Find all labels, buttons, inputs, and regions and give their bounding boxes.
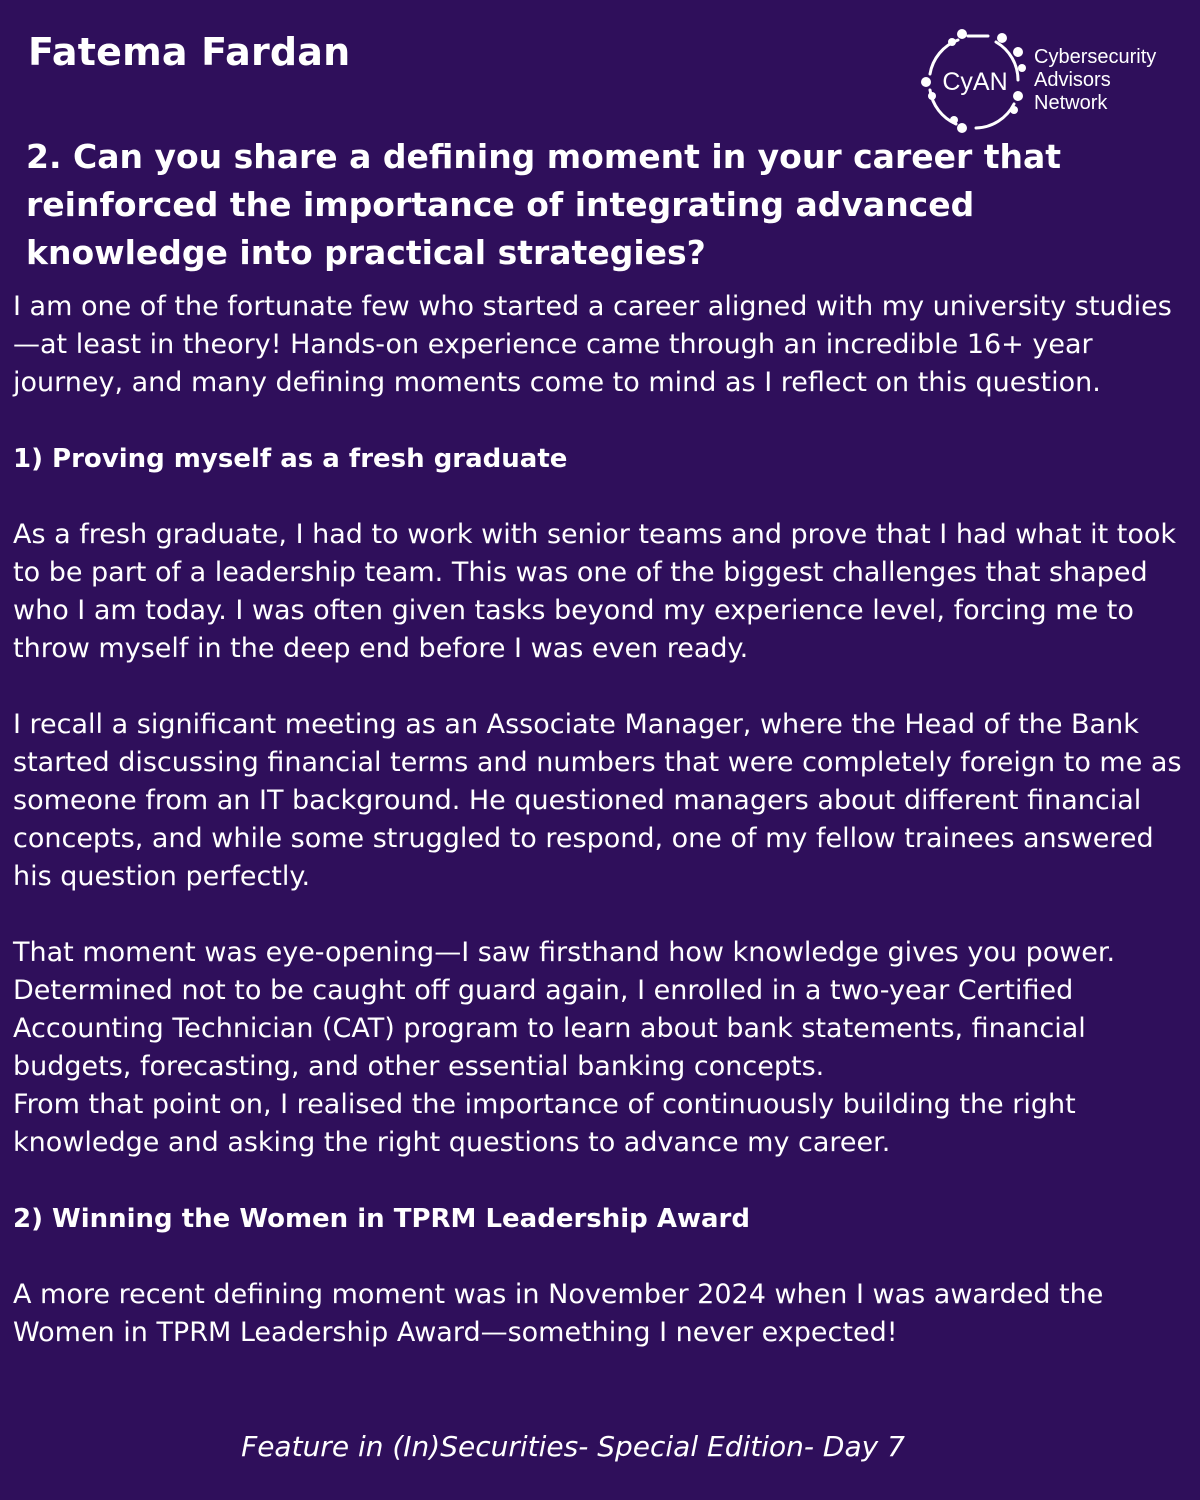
- intro-paragraph: I am one of the fortunate few who started a career aligned with my university studies—at least in theory! Hands-on experience came through an incredible 16+ year journey, and many defining moments come to mind as I reflect on this question.: [13, 291, 1172, 398]
- question-heading: 2. Can you share a defining moment in your career that reinforced the importance of integrating advanced knowledge into practical strategies?: [26, 137, 1062, 272]
- logo-wordmark: [1034, 46, 1156, 115]
- section-2-paragraph-1: A more recent defining moment was in November 2024 when I was awarded the Women in TPRM Leadership Award—something I never expected!: [13, 1279, 1104, 1348]
- article-body: [13, 288, 1193, 1352]
- cyan-logo: [918, 24, 1178, 140]
- logo-line-1: Cybersecurity: [1034, 46, 1157, 68]
- cyan-ring-icon: [918, 24, 1030, 140]
- logo-line-2: Advisors: [1034, 69, 1111, 91]
- section-1-paragraph-3: That moment was eye-opening—I saw firsthand how knowledge gives you power. Determined not to be caught off guard again, I enrolled in a two-year Certified Accounting Technician (CAT) program to learn about bank statements, financial budgets, forecasting, and other essential banking concepts.: [13, 937, 1116, 1082]
- section-1-paragraph-2: I recall a significant meeting as an Associate Manager, where the Head of the Bank started discussing financial terms and numbers that were completely foreign to me as someone from an IT background. He questioned managers about different financial concepts, and while some struggled to respond, one of my fellow trainees answered his question perfectly.: [13, 709, 1182, 892]
- author-name: Fatema Fardan: [28, 30, 351, 74]
- section-2-heading: 2) Winning the Women in TPRM Leadership Award: [13, 1204, 750, 1234]
- section-1-paragraph-4: From that point on, I realised the importance of continuously building the right knowledge and asking the right questions to advance my career.: [13, 1089, 1076, 1158]
- section-1-paragraph-1: As a fresh graduate, I had to work with senior teams and prove that I had what it took to be part of a leadership team. This was one of the biggest challenges that shaped who I am today. I was often given tasks beyond my experience level, forcing me to throw myself in the deep end before I was even ready.: [13, 519, 1177, 664]
- logo-mark: CyAN: [942, 68, 1008, 96]
- feature-footer: Feature in (In)Securities- Special Edition- Day 7: [241, 1430, 905, 1463]
- logo-line-3: Network: [1034, 92, 1108, 114]
- section-1-heading: 1) Proving myself as a fresh graduate: [13, 444, 568, 474]
